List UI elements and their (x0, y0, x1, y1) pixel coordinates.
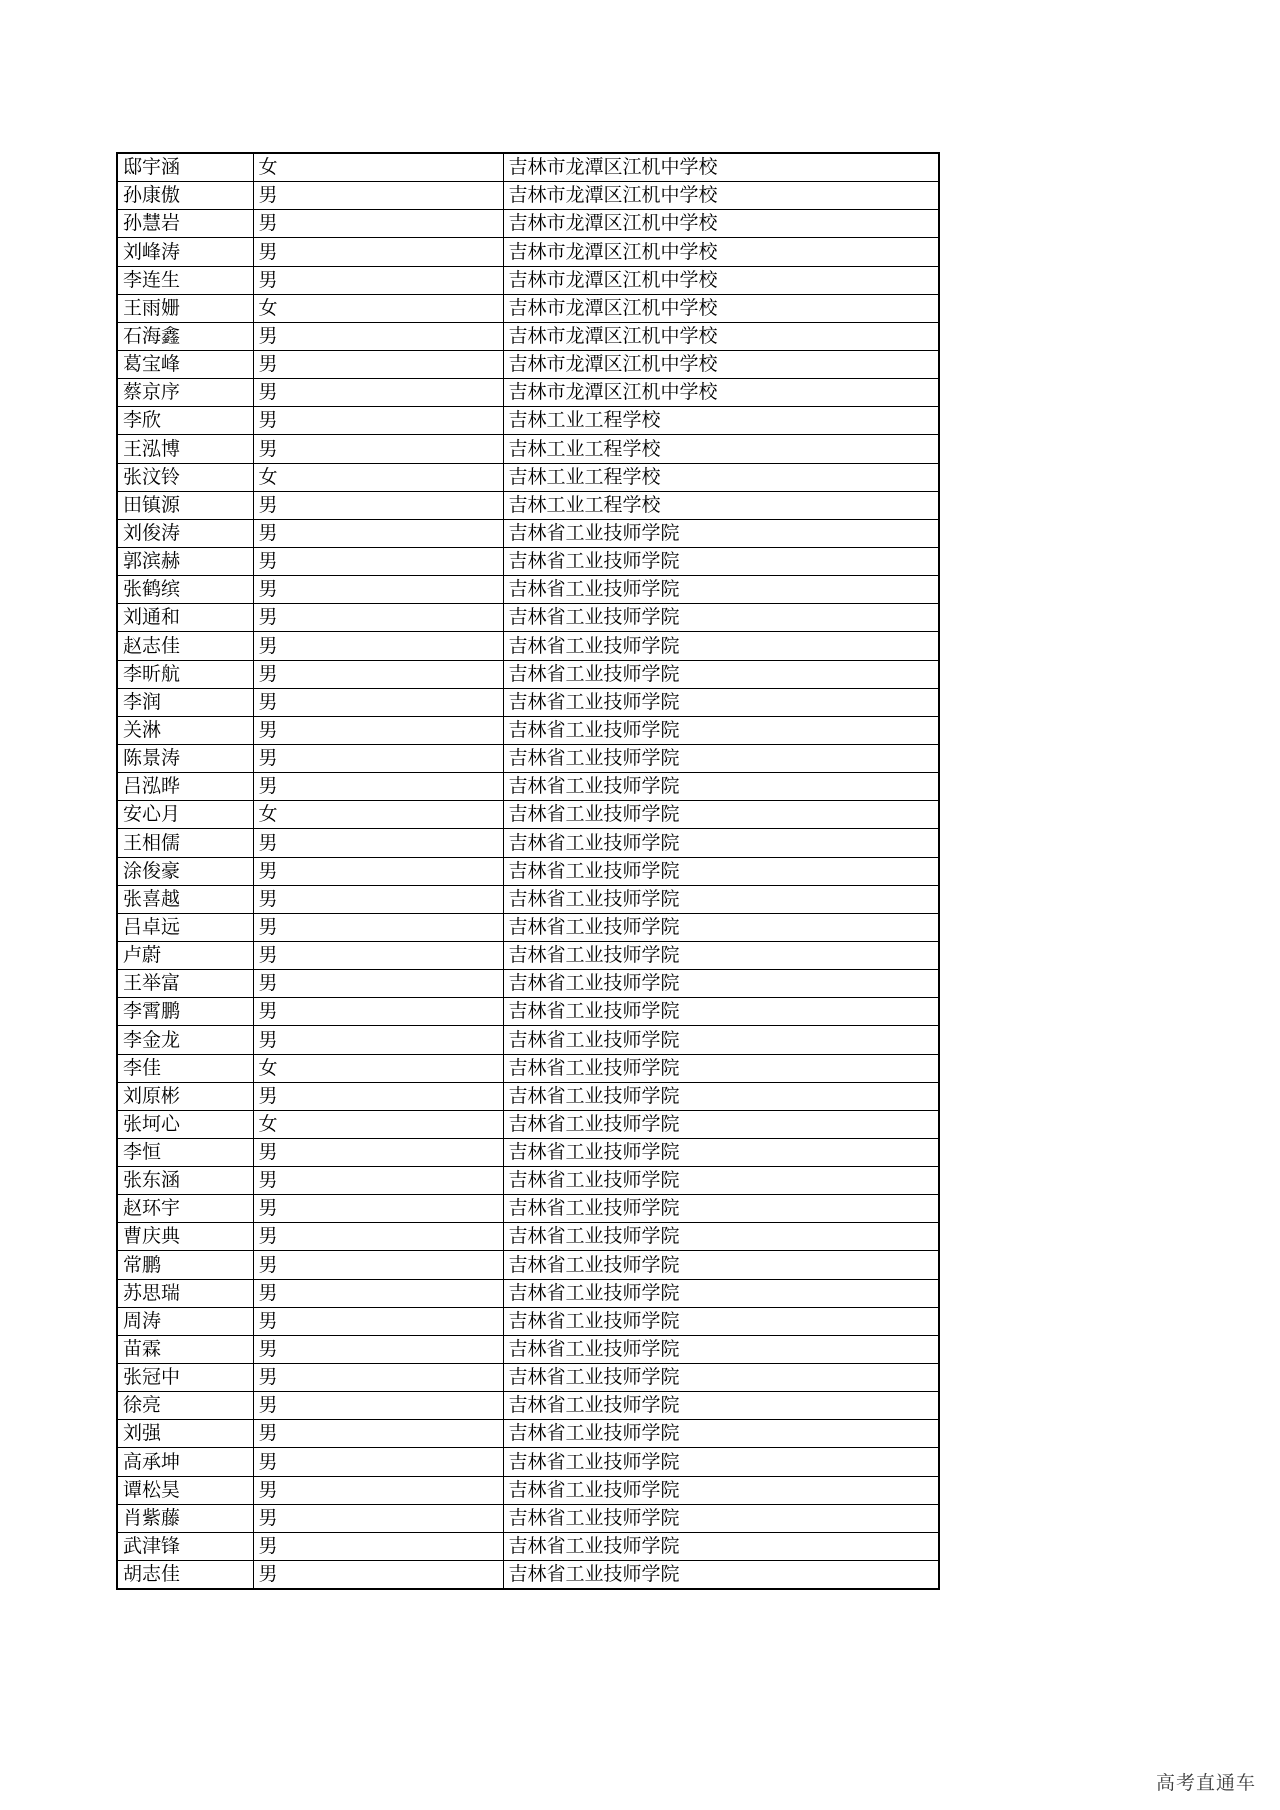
table-row (117, 1054, 939, 1082)
name-cell: 蔡京序 (117, 379, 253, 407)
table-row (117, 660, 939, 688)
name-cell: 王相儒 (117, 829, 253, 857)
gender-cell: 男 (253, 1561, 503, 1590)
gender-cell: 男 (253, 632, 503, 660)
gender-cell: 男 (253, 435, 503, 463)
school-cell: 吉林省工业技师学院 (503, 998, 939, 1026)
name-cell: 王举富 (117, 970, 253, 998)
table-row (117, 1110, 939, 1138)
gender-cell: 男 (253, 576, 503, 604)
gender-cell: 男 (253, 1504, 503, 1532)
name-cell: 李霄鹏 (117, 998, 253, 1026)
name-cell: 谭松昊 (117, 1476, 253, 1504)
table-row (117, 885, 939, 913)
name-cell: 关淋 (117, 716, 253, 744)
name-cell: 陈景涛 (117, 744, 253, 772)
school-cell: 吉林工业工程学校 (503, 463, 939, 491)
table-row (117, 182, 939, 210)
table-row (117, 210, 939, 238)
table-row (117, 632, 939, 660)
roster-body (117, 153, 939, 1589)
school-cell: 吉林省工业技师学院 (503, 941, 939, 969)
gender-cell: 男 (253, 913, 503, 941)
school-cell: 吉林省工业技师学院 (503, 1448, 939, 1476)
gender-cell: 男 (253, 885, 503, 913)
gender-cell: 女 (253, 153, 503, 182)
school-cell: 吉林省工业技师学院 (503, 1138, 939, 1166)
name-cell: 吕卓远 (117, 913, 253, 941)
gender-cell: 男 (253, 1392, 503, 1420)
school-cell: 吉林市龙潭区江机中学校 (503, 182, 939, 210)
school-cell: 吉林省工业技师学院 (503, 1054, 939, 1082)
gender-cell: 男 (253, 379, 503, 407)
gender-cell: 男 (253, 350, 503, 378)
name-cell: 郭滨赫 (117, 547, 253, 575)
school-cell: 吉林市龙潭区江机中学校 (503, 266, 939, 294)
name-cell: 徐亮 (117, 1392, 253, 1420)
gender-cell: 男 (253, 744, 503, 772)
school-cell: 吉林市龙潭区江机中学校 (503, 153, 939, 182)
gender-cell: 男 (253, 238, 503, 266)
table-row (117, 153, 939, 182)
table-row (117, 1195, 939, 1223)
gender-cell: 男 (253, 829, 503, 857)
school-cell: 吉林省工业技师学院 (503, 744, 939, 772)
gender-cell: 男 (253, 970, 503, 998)
table-row (117, 1420, 939, 1448)
table-row (117, 1504, 939, 1532)
name-cell: 田镇源 (117, 491, 253, 519)
gender-cell: 男 (253, 182, 503, 210)
name-cell: 安心月 (117, 801, 253, 829)
table-row (117, 970, 939, 998)
school-cell: 吉林省工业技师学院 (503, 604, 939, 632)
gender-cell: 男 (253, 716, 503, 744)
school-cell: 吉林省工业技师学院 (503, 1223, 939, 1251)
school-cell: 吉林工业工程学校 (503, 407, 939, 435)
name-cell: 高承坤 (117, 1448, 253, 1476)
name-cell: 胡志佳 (117, 1561, 253, 1590)
name-cell: 肖紫藤 (117, 1504, 253, 1532)
school-cell: 吉林市龙潭区江机中学校 (503, 238, 939, 266)
school-cell: 吉林省工业技师学院 (503, 1364, 939, 1392)
gender-cell: 女 (253, 463, 503, 491)
school-cell: 吉林市龙潭区江机中学校 (503, 322, 939, 350)
gender-cell: 男 (253, 407, 503, 435)
table-row (117, 716, 939, 744)
table-row (117, 294, 939, 322)
school-cell: 吉林省工业技师学院 (503, 1420, 939, 1448)
gender-cell: 男 (253, 1364, 503, 1392)
school-cell: 吉林省工业技师学院 (503, 970, 939, 998)
table-row (117, 266, 939, 294)
school-cell: 吉林省工业技师学院 (503, 857, 939, 885)
gender-cell: 男 (253, 1195, 503, 1223)
gender-cell: 男 (253, 1026, 503, 1054)
school-cell: 吉林省工业技师学院 (503, 660, 939, 688)
table-row (117, 1561, 939, 1590)
table-row (117, 1138, 939, 1166)
name-cell: 周涛 (117, 1307, 253, 1335)
school-cell: 吉林省工业技师学院 (503, 829, 939, 857)
school-cell: 吉林省工业技师学院 (503, 716, 939, 744)
table-row (117, 1026, 939, 1054)
gender-cell: 女 (253, 1054, 503, 1082)
table-row (117, 1532, 939, 1560)
gender-cell: 女 (253, 294, 503, 322)
table-row (117, 1223, 939, 1251)
school-cell: 吉林省工业技师学院 (503, 913, 939, 941)
table-row (117, 1364, 939, 1392)
school-cell: 吉林省工业技师学院 (503, 688, 939, 716)
table-row (117, 1167, 939, 1195)
school-cell: 吉林省工业技师学院 (503, 1279, 939, 1307)
school-cell: 吉林省工业技师学院 (503, 1307, 939, 1335)
gender-cell: 男 (253, 1532, 503, 1560)
gender-cell: 男 (253, 857, 503, 885)
name-cell: 孙康傲 (117, 182, 253, 210)
gender-cell: 男 (253, 266, 503, 294)
name-cell: 李欣 (117, 407, 253, 435)
name-cell: 张坷心 (117, 1110, 253, 1138)
name-cell: 张鹤缤 (117, 576, 253, 604)
table-row (117, 913, 939, 941)
gender-cell: 男 (253, 210, 503, 238)
name-cell: 张汶铃 (117, 463, 253, 491)
table-row (117, 407, 939, 435)
gender-cell: 男 (253, 1082, 503, 1110)
name-cell: 刘通和 (117, 604, 253, 632)
gender-cell: 男 (253, 322, 503, 350)
table-row (117, 238, 939, 266)
gender-cell: 男 (253, 491, 503, 519)
school-cell: 吉林省工业技师学院 (503, 1532, 939, 1560)
name-cell: 赵志佳 (117, 632, 253, 660)
school-cell: 吉林市龙潭区江机中学校 (503, 294, 939, 322)
name-cell: 李连生 (117, 266, 253, 294)
name-cell: 李润 (117, 688, 253, 716)
school-cell: 吉林省工业技师学院 (503, 547, 939, 575)
table-row (117, 463, 939, 491)
school-cell: 吉林省工业技师学院 (503, 773, 939, 801)
school-cell: 吉林工业工程学校 (503, 435, 939, 463)
school-cell: 吉林省工业技师学院 (503, 1504, 939, 1532)
name-cell: 刘原彬 (117, 1082, 253, 1110)
gender-cell: 男 (253, 1448, 503, 1476)
gender-cell: 男 (253, 1251, 503, 1279)
school-cell: 吉林省工业技师学院 (503, 632, 939, 660)
name-cell: 王泓博 (117, 435, 253, 463)
table-row (117, 1448, 939, 1476)
school-cell: 吉林省工业技师学院 (503, 1110, 939, 1138)
school-cell: 吉林省工业技师学院 (503, 1026, 939, 1054)
gender-cell: 女 (253, 1110, 503, 1138)
school-cell: 吉林市龙潭区江机中学校 (503, 350, 939, 378)
table-row (117, 350, 939, 378)
gender-cell: 男 (253, 998, 503, 1026)
table-row (117, 435, 939, 463)
gender-cell: 男 (253, 1307, 503, 1335)
table-row (117, 744, 939, 772)
name-cell: 卢蔚 (117, 941, 253, 969)
gender-cell: 女 (253, 801, 503, 829)
gender-cell: 男 (253, 1279, 503, 1307)
table-row (117, 491, 939, 519)
gender-cell: 男 (253, 1167, 503, 1195)
table-row (117, 829, 939, 857)
table-row (117, 379, 939, 407)
gender-cell: 男 (253, 941, 503, 969)
name-cell: 葛宝峰 (117, 350, 253, 378)
table-row (117, 1307, 939, 1335)
gender-cell: 男 (253, 1476, 503, 1504)
school-cell: 吉林省工业技师学院 (503, 1251, 939, 1279)
table-row (117, 1082, 939, 1110)
name-cell: 孙慧岩 (117, 210, 253, 238)
gender-cell: 男 (253, 660, 503, 688)
gender-cell: 男 (253, 519, 503, 547)
table-row (117, 801, 939, 829)
school-cell: 吉林省工业技师学院 (503, 519, 939, 547)
name-cell: 李昕航 (117, 660, 253, 688)
school-cell: 吉林市龙潭区江机中学校 (503, 210, 939, 238)
gender-cell: 男 (253, 1223, 503, 1251)
name-cell: 李佳 (117, 1054, 253, 1082)
name-cell: 苏思瑞 (117, 1279, 253, 1307)
table-row (117, 576, 939, 604)
name-cell: 李金龙 (117, 1026, 253, 1054)
gender-cell: 男 (253, 547, 503, 575)
table-row (117, 1476, 939, 1504)
name-cell: 刘俊涛 (117, 519, 253, 547)
table-row (117, 941, 939, 969)
gender-cell: 男 (253, 773, 503, 801)
roster-table (116, 152, 940, 1590)
gender-cell: 男 (253, 1138, 503, 1166)
name-cell: 张喜越 (117, 885, 253, 913)
school-cell: 吉林工业工程学校 (503, 491, 939, 519)
gender-cell: 男 (253, 688, 503, 716)
name-cell: 常鹏 (117, 1251, 253, 1279)
table-row (117, 547, 939, 575)
table-row (117, 773, 939, 801)
table-row (117, 1335, 939, 1363)
name-cell: 刘强 (117, 1420, 253, 1448)
table-row (117, 1279, 939, 1307)
name-cell: 李恒 (117, 1138, 253, 1166)
name-cell: 吕泓晔 (117, 773, 253, 801)
table-row (117, 1251, 939, 1279)
name-cell: 张冠中 (117, 1364, 253, 1392)
school-cell: 吉林省工业技师学院 (503, 1195, 939, 1223)
school-cell: 吉林省工业技师学院 (503, 1476, 939, 1504)
name-cell: 苗霖 (117, 1335, 253, 1363)
name-cell: 王雨姗 (117, 294, 253, 322)
gender-cell: 男 (253, 604, 503, 632)
name-cell: 石海鑫 (117, 322, 253, 350)
name-cell: 涂俊豪 (117, 857, 253, 885)
gender-cell: 男 (253, 1420, 503, 1448)
school-cell: 吉林省工业技师学院 (503, 1561, 939, 1590)
school-cell: 吉林省工业技师学院 (503, 1082, 939, 1110)
table-row (117, 322, 939, 350)
school-cell: 吉林省工业技师学院 (503, 885, 939, 913)
name-cell: 曹庆典 (117, 1223, 253, 1251)
name-cell: 武津锋 (117, 1532, 253, 1560)
name-cell: 张东涵 (117, 1167, 253, 1195)
table-row (117, 604, 939, 632)
table-row (117, 1392, 939, 1420)
school-cell: 吉林省工业技师学院 (503, 801, 939, 829)
name-cell: 赵环宇 (117, 1195, 253, 1223)
gender-cell: 男 (253, 1335, 503, 1363)
name-cell: 邸宇涵 (117, 153, 253, 182)
table-row (117, 998, 939, 1026)
name-cell: 刘峰涛 (117, 238, 253, 266)
school-cell: 吉林省工业技师学院 (503, 1392, 939, 1420)
watermark-text: 高考直通车 (1155, 1772, 1256, 1794)
school-cell: 吉林市龙潭区江机中学校 (503, 379, 939, 407)
table-row (117, 519, 939, 547)
table-row (117, 688, 939, 716)
school-cell: 吉林省工业技师学院 (503, 576, 939, 604)
school-cell: 吉林省工业技师学院 (503, 1167, 939, 1195)
school-cell: 吉林省工业技师学院 (503, 1335, 939, 1363)
table-row (117, 857, 939, 885)
